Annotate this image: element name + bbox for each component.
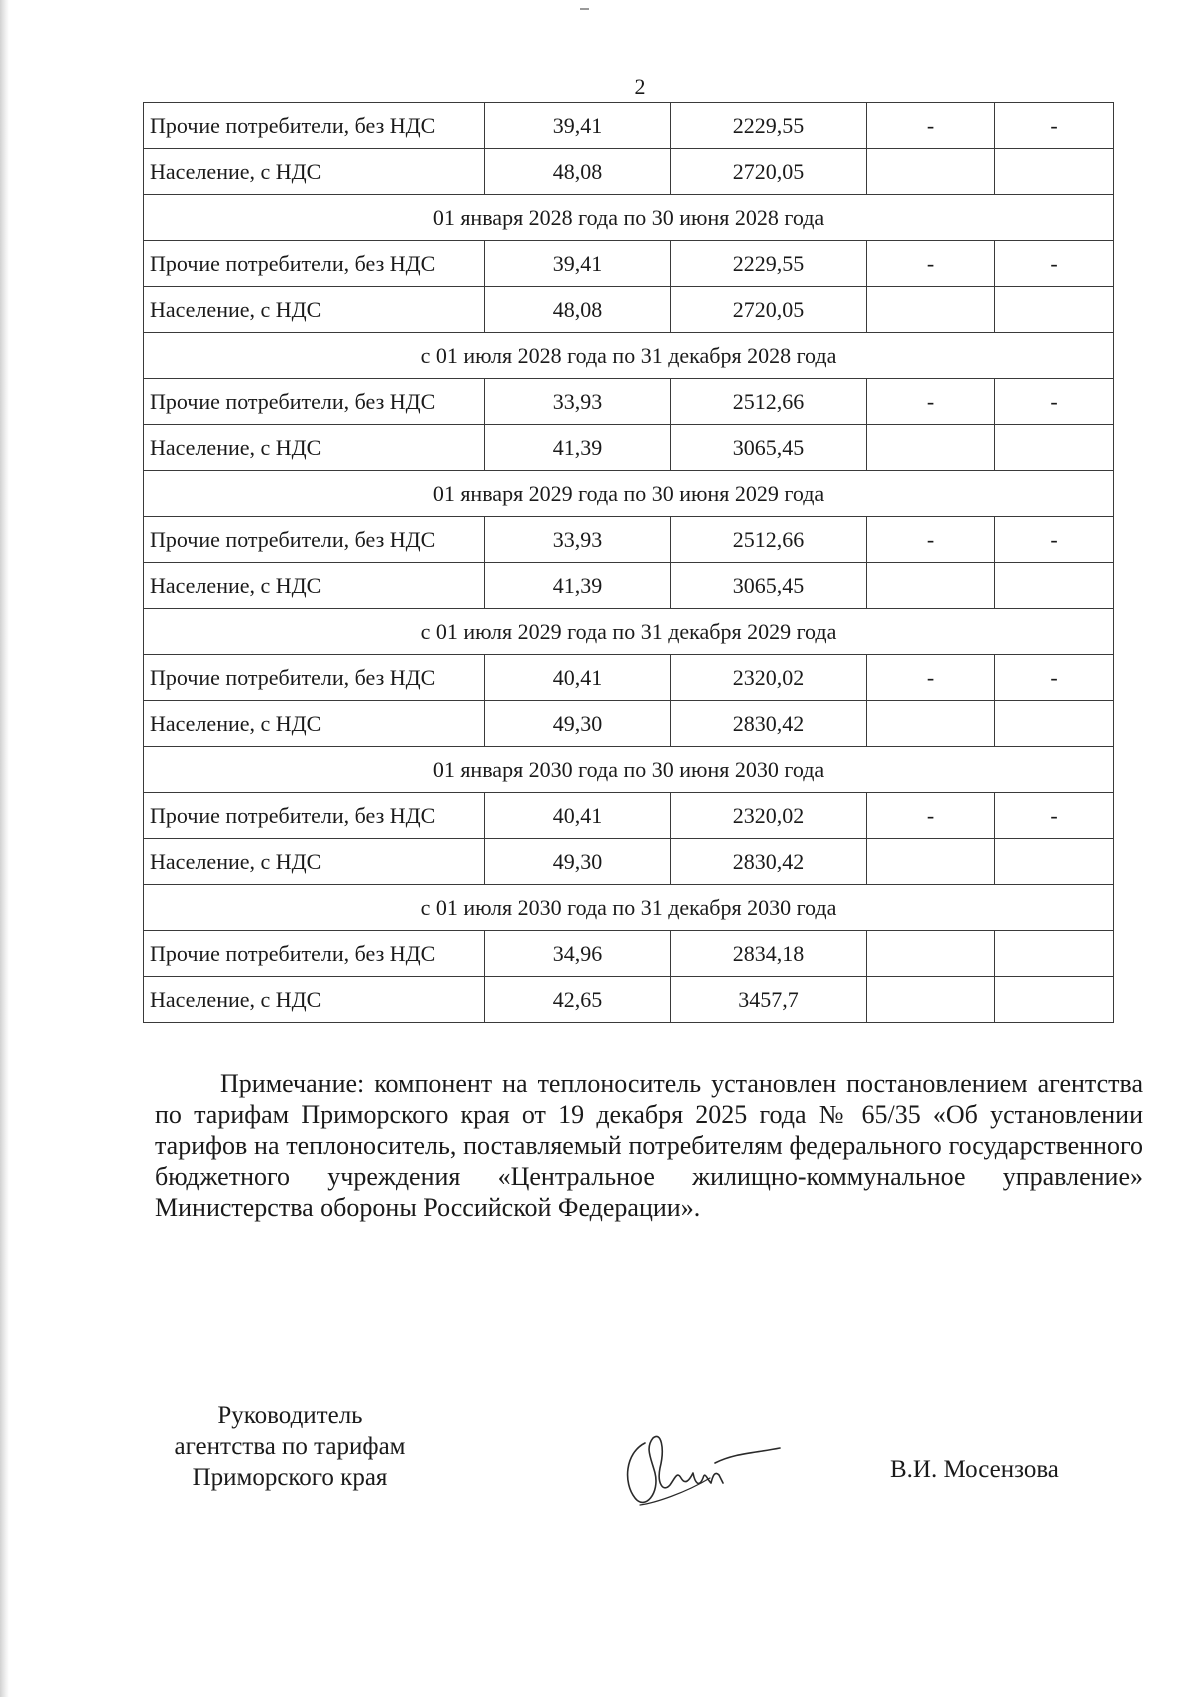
value-cell: 2830,42 [671, 839, 867, 885]
period-row [144, 333, 1114, 379]
value-cell: 2512,66 [671, 517, 867, 563]
dash-cell: - [867, 517, 995, 563]
category-cell: Население, с НДС [144, 287, 485, 333]
table-row [144, 839, 1114, 885]
value-cell: 3065,45 [671, 563, 867, 609]
dash-cell: - [867, 379, 995, 425]
period-row [144, 195, 1114, 241]
signatory-title [140, 1400, 440, 1493]
signatory-title-line: Руководитель [217, 1402, 363, 1429]
category-cell: Население, с НДС [144, 425, 485, 471]
period-row [144, 471, 1114, 517]
table-row [144, 793, 1114, 839]
dash-cell: - [995, 517, 1114, 563]
category-cell: Прочие потребители, без НДС [144, 379, 485, 425]
value-cell: 2830,42 [671, 701, 867, 747]
dash-cell: - [995, 103, 1114, 149]
dash-cell: - [995, 793, 1114, 839]
scan-edge-shadow [0, 0, 9, 1697]
value-cell: 2229,55 [671, 103, 867, 149]
value-cell: 33,93 [485, 517, 671, 563]
period-row [144, 885, 1114, 931]
dash-cell [867, 931, 995, 977]
dash-cell [995, 701, 1114, 747]
value-cell: 2834,18 [671, 931, 867, 977]
category-cell: Прочие потребители, без НДС [144, 793, 485, 839]
value-cell: 48,08 [485, 149, 671, 195]
table-row [144, 425, 1114, 471]
value-cell: 39,41 [485, 241, 671, 287]
value-cell: 2229,55 [671, 241, 867, 287]
value-cell: 2720,05 [671, 149, 867, 195]
dash-cell: - [867, 241, 995, 287]
table-row [144, 241, 1114, 287]
period-label: с 01 июля 2029 года по 31 декабря 2029 года [144, 609, 1114, 655]
value-cell: 40,41 [485, 655, 671, 701]
value-cell: 41,39 [485, 425, 671, 471]
table-row [144, 655, 1114, 701]
table-row [144, 563, 1114, 609]
signatory-title-line: агентства по тарифам [174, 1433, 406, 1460]
dash-cell: - [995, 241, 1114, 287]
value-cell: 49,30 [485, 839, 671, 885]
category-cell: Прочие потребители, без НДС [144, 655, 485, 701]
dash-cell [867, 425, 995, 471]
dash-cell: - [995, 655, 1114, 701]
value-cell: 2720,05 [671, 287, 867, 333]
value-cell: 48,08 [485, 287, 671, 333]
value-cell: 2320,02 [671, 655, 867, 701]
dash-cell [995, 977, 1114, 1023]
period-row [144, 747, 1114, 793]
table-row [144, 149, 1114, 195]
dash-cell: - [867, 103, 995, 149]
table-row [144, 517, 1114, 563]
dash-cell [867, 149, 995, 195]
period-label: с 01 июля 2028 года по 31 декабря 2028 года [144, 333, 1114, 379]
dash-cell [867, 839, 995, 885]
note-paragraph: Примечание: компонент на теплоноситель установлен постановлением агентства по тарифам Приморского края от 19 декабря 2025 года № 65/35 «Об установлении тарифов на теплоноситель, поставляемый потребителям федерального государственного бюджетного учреждения «Центральное жилищно-коммунальное управление» Министерства обороны Российской Федерации». [155, 1069, 1143, 1222]
value-cell: 3065,45 [671, 425, 867, 471]
signatory-name: В.И. Мосензова [890, 1456, 1059, 1483]
table-row [144, 977, 1114, 1023]
table-row [144, 931, 1114, 977]
value-cell: 2512,66 [671, 379, 867, 425]
table-row [144, 701, 1114, 747]
page-number: 2 [634, 74, 646, 99]
category-cell: Прочие потребители, без НДС [144, 103, 485, 149]
dash-cell [867, 287, 995, 333]
category-cell: Население, с НДС [144, 839, 485, 885]
period-row [144, 609, 1114, 655]
category-cell: Прочие потребители, без НДС [144, 517, 485, 563]
period-label: с 01 июля 2030 года по 31 декабря 2030 года [144, 885, 1114, 931]
dash-cell: - [995, 379, 1114, 425]
signatory-title-line: Приморского края [192, 1464, 388, 1491]
period-label: 01 января 2028 года по 30 июня 2028 года [144, 195, 1114, 241]
value-cell: 42,65 [485, 977, 671, 1023]
value-cell: 3457,7 [671, 977, 867, 1023]
dash-cell: - [867, 793, 995, 839]
period-label: 01 января 2029 года по 30 июня 2029 года [144, 471, 1114, 517]
handwritten-signature [615, 1423, 785, 1518]
value-cell: 2320,02 [671, 793, 867, 839]
tariff-table [143, 102, 1114, 1023]
value-cell: 39,41 [485, 103, 671, 149]
value-cell: 49,30 [485, 701, 671, 747]
category-cell: Население, с НДС [144, 149, 485, 195]
table-row [144, 379, 1114, 425]
scan-speck [580, 8, 589, 10]
period-label: 01 января 2030 года по 30 июня 2030 года [144, 747, 1114, 793]
dash-cell [995, 931, 1114, 977]
value-cell: 41,39 [485, 563, 671, 609]
table-row [144, 103, 1114, 149]
dash-cell [995, 287, 1114, 333]
value-cell: 34,96 [485, 931, 671, 977]
dash-cell [867, 563, 995, 609]
dash-cell [995, 839, 1114, 885]
category-cell: Население, с НДС [144, 701, 485, 747]
value-cell: 33,93 [485, 379, 671, 425]
dash-cell [995, 425, 1114, 471]
value-cell: 40,41 [485, 793, 671, 839]
dash-cell [867, 701, 995, 747]
table-row [144, 287, 1114, 333]
dash-cell [995, 149, 1114, 195]
dash-cell [995, 563, 1114, 609]
category-cell: Прочие потребители, без НДС [144, 931, 485, 977]
category-cell: Население, с НДС [144, 563, 485, 609]
dash-cell: - [867, 655, 995, 701]
dash-cell [867, 977, 995, 1023]
category-cell: Прочие потребители, без НДС [144, 241, 485, 287]
category-cell: Население, с НДС [144, 977, 485, 1023]
